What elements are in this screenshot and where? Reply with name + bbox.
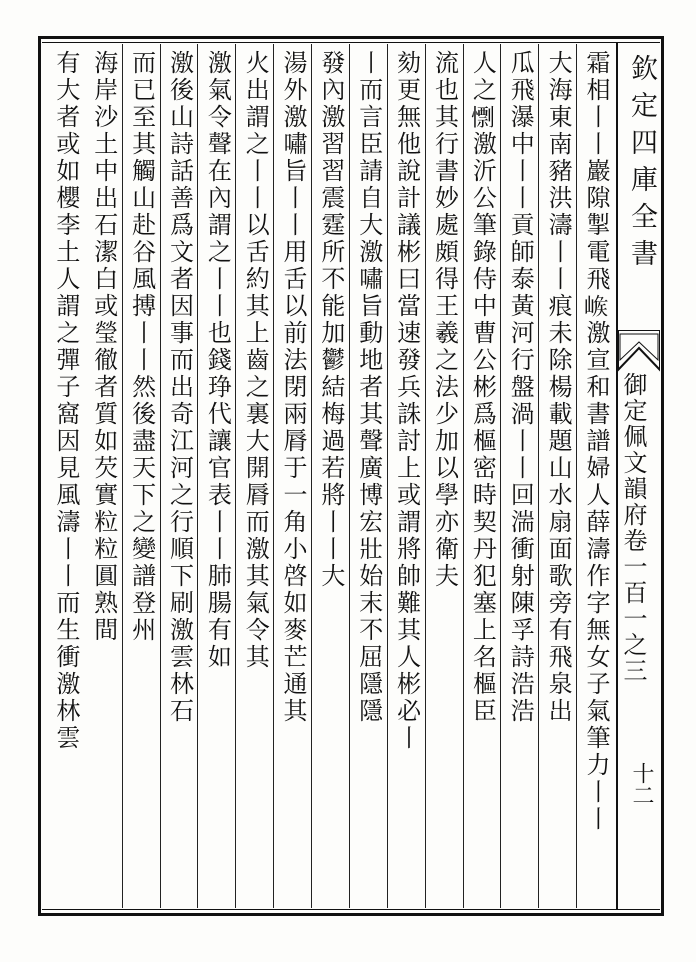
text-column-6: 劾更無他說計議彬曰當速發兵誅討上或謂將帥難其人彬必丨: [392, 50, 421, 752]
text-column-8: 發內激習習震霆所不能加鬱結梅過若將丨丨大: [316, 50, 345, 590]
text-column-5: 流也其行書妙處頗得王羲之法少加以學亦衛夫: [430, 50, 459, 590]
text-column-12: 激後山詩話善爲文者因事而出奇江河之行順下刷激雲林石: [165, 50, 194, 725]
banner-column: [616, 42, 660, 909]
inner-border-bottom: [42, 909, 660, 910]
text-column-3: 瓜飛瀑中丨丨貢師泰黃河行盤渦丨丨回湍衝射陳孚詩浩浩: [506, 50, 535, 725]
text-column-4: 人之𢢼激沂公筆錄侍中曹公彬爲樞密時契丹犯塞上名樞臣: [468, 50, 497, 725]
book-title: 御定佩文韻府卷一百一之三: [619, 372, 647, 684]
fishtail-mark: [618, 330, 660, 376]
text-column-11: 激氣令聲在內謂之丨丨也錢琤代讓官表丨丨肺腸有如: [203, 50, 232, 671]
text-column-10: 火出謂之丨丨以舌約其上齒之裏大開脣而激其氣令其: [241, 50, 270, 671]
text-column-14: 海岸沙土中出石潔白或瑩徹者質如芡實粒粒圓熟間: [89, 50, 118, 644]
text-column-13: 而已至其觸山赴谷風搏丨丨然後盡天下之變譜登州: [127, 50, 156, 644]
text-column-15: 有大者或如櫻李土人謂之彈子窩因見風濤丨丨而生衝激林雲: [51, 50, 80, 752]
text-column-2: 大海東南豬洪濤丨丨痕未除楊載題山水扇面歌旁有飛泉出: [544, 50, 573, 725]
text-column-1: 霜相丨丨巖隙掣電飛𡺝激宣和書譜婦人薛濤作字無女子氣筆力丨丨: [581, 50, 610, 833]
inner-border-top: [42, 42, 660, 43]
page-number: 十二: [629, 762, 654, 806]
library-title: 欽定四庫全書: [626, 54, 657, 276]
text-column-9: 湯外激嘯旨丨丨用舌以前法閉兩脣于一角小啓如麥芒通其: [279, 50, 308, 725]
text-column-7: 丨而言臣請自大激嘯旨動地者其聲廣博宏壯始末不屈隱隱: [354, 50, 383, 725]
